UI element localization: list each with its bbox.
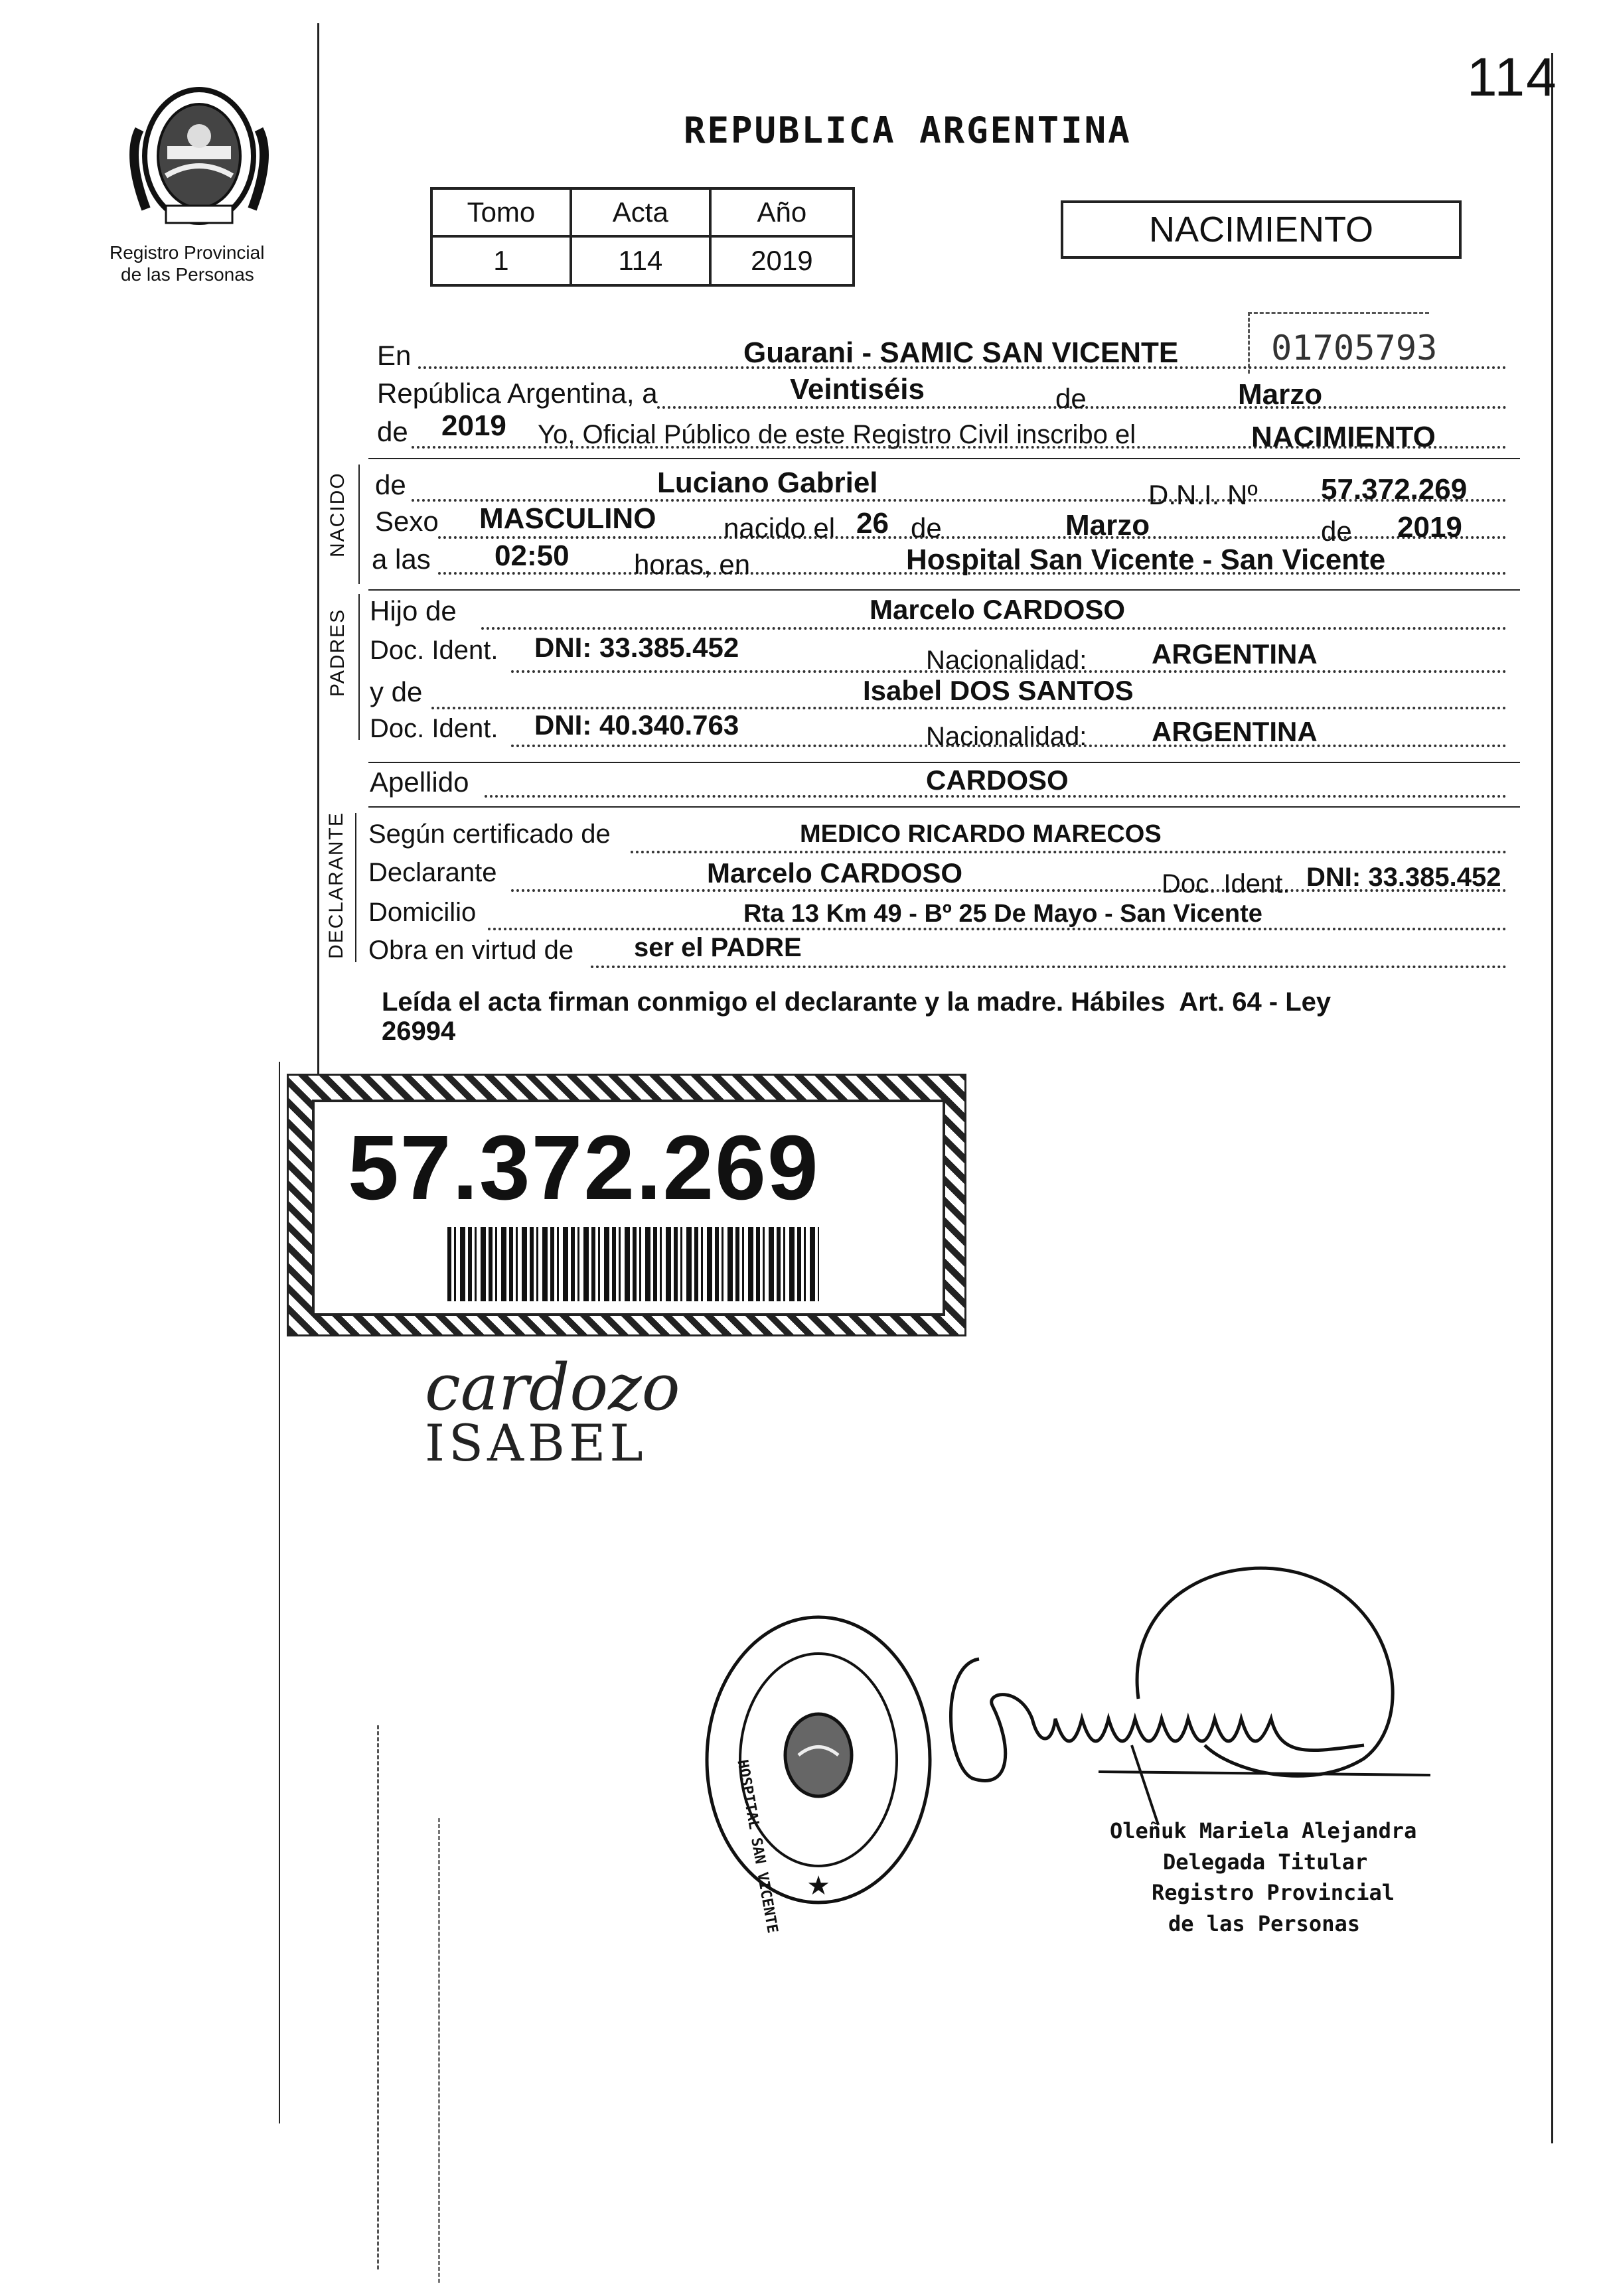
registry-name-line1: Registro Provincial: [110, 242, 265, 263]
declarante-top-rule: [368, 806, 1520, 808]
mother-doc: DNI: 40.340.763: [534, 709, 739, 741]
padres-top-rule: [368, 589, 1520, 591]
closing-law-number: 26994: [382, 1017, 456, 1046]
anio-value: 2019: [710, 236, 854, 285]
handwritten-surname: cardozo: [425, 1350, 680, 1425]
padres-side-rule: [358, 594, 360, 740]
serial-bracket: [1248, 312, 1429, 374]
nacido-de-label: de: [375, 469, 406, 500]
nacido-top-rule: [368, 458, 1520, 459]
official-name: Oleñuk Mariela Alejandra: [1110, 1818, 1417, 1843]
declarant-relation: ser el PADRE: [634, 933, 802, 962]
record-number-table: [430, 187, 855, 287]
apellido-top-rule: [368, 762, 1520, 763]
dni-label: D.N.I. Nº: [1148, 479, 1258, 510]
mother-name: Isabel DOS SANTOS: [863, 675, 1134, 706]
scan-marks-left: [377, 1725, 381, 2269]
surname: CARDOSO: [926, 764, 1069, 796]
birth-hour: 02:50: [495, 539, 570, 572]
obra-label: Obra en virtud de: [368, 936, 574, 965]
inscription-year: 2019: [441, 409, 506, 442]
dni-sticker-inner: [312, 1100, 945, 1316]
serial-number: 01705793: [1271, 328, 1438, 368]
hijo-de-label: Hijo de: [370, 595, 457, 626]
declarante-side-rule: [355, 813, 356, 962]
registry-name-line2: de las Personas: [121, 264, 254, 285]
segun-label: Según certificado de: [368, 820, 611, 849]
tomo-header: Tomo: [431, 188, 571, 236]
birth-year: 2019: [1397, 511, 1462, 543]
act-type: NACIMIENTO: [1251, 421, 1436, 453]
official-office-line1: Registro Provincial: [1152, 1880, 1395, 1905]
acta-header: Acta: [571, 188, 710, 236]
father-doc-label: Doc. Ident.: [370, 636, 498, 665]
declarante-section-label: DECLARANTE: [325, 812, 347, 959]
republica-label: República Argentina, a: [377, 378, 658, 409]
left-margin-line-lower: [279, 1062, 280, 2123]
mother-nationality: ARGENTINA: [1152, 716, 1318, 747]
nacido-de-label-2: de: [911, 512, 942, 543]
stamp-inner-text: HOSPITAL SAN VICENTE: [733, 1758, 781, 1935]
apellido-label: Apellido: [370, 766, 469, 798]
anio-header: Año: [710, 188, 854, 236]
scan-marks-left-2: [438, 1818, 442, 2283]
child-sex: MASCULINO: [479, 502, 656, 535]
svg-text:★: ★: [806, 1871, 830, 1901]
mother-nationality-label: Nacionalidad:: [926, 722, 1087, 751]
nacido-side-rule: [358, 465, 360, 584]
year-prefix-label: de: [377, 416, 408, 447]
y-de-label: y de: [370, 676, 423, 707]
father-doc: DNI: 33.385.452: [534, 632, 739, 663]
right-margin-line: [1551, 53, 1553, 2143]
inscription-day-words: Veintiséis: [790, 373, 925, 405]
birth-place-institution: Guarani - SAMIC SAN VICENTE: [743, 336, 1179, 369]
de-label-1: de: [1055, 383, 1087, 414]
nacido-el-label: nacido el: [723, 512, 836, 543]
declarant-address: Rta 13 Km 49 - Bº 25 De Mayo - San Vicente: [743, 900, 1262, 928]
declarant-doc: DNI: 33.385.452: [1306, 863, 1501, 892]
dni-sticker-number: 57.372.269: [348, 1117, 820, 1219]
father-nationality: ARGENTINA: [1152, 638, 1318, 670]
official-office-line2: de las Personas: [1168, 1911, 1360, 1936]
nacido-de-label-3: de: [1321, 516, 1352, 547]
father-name: Marcelo CARDOSO: [870, 594, 1126, 625]
father-nationality-label: Nacionalidad:: [926, 646, 1087, 675]
dni-sticker: [287, 1074, 966, 1336]
padres-line-1: [481, 627, 1507, 630]
en-label: En: [377, 340, 412, 371]
page-number: 114: [1467, 47, 1558, 108]
oficial-text: Yo, Oficial Público de este Registro Civil inscribo el: [538, 420, 1136, 449]
document-type-box: [1061, 200, 1462, 259]
domicilio-label: Domicilio: [368, 898, 477, 927]
declarante-label: Declarante: [368, 858, 497, 887]
child-dni: 57.372.269: [1321, 473, 1468, 506]
declarant-doc-label: Doc. Ident.: [1162, 869, 1290, 898]
closing-text: Leída el acta firman conmigo el declarante y la madre. Hábiles Art. 64 - Ley: [382, 987, 1332, 1017]
child-given-names: Luciano Gabriel: [657, 466, 878, 499]
inscription-month: Marzo: [1238, 378, 1323, 411]
acta-value: 114: [571, 236, 710, 285]
birth-day: 26: [856, 507, 889, 539]
certificate-by: MEDICO RICARDO MARECOS: [800, 820, 1162, 848]
left-margin-line: [317, 23, 319, 1078]
birth-month: Marzo: [1065, 509, 1150, 541]
declarante-line-4: [591, 966, 1507, 968]
mother-doc-label: Doc. Ident.: [370, 714, 498, 743]
handwritten-given-name: ISABEL: [425, 1413, 647, 1472]
declarante-line-1: [631, 851, 1507, 853]
document-type: NACIMIENTO: [1148, 210, 1374, 250]
birth-place: Hospital San Vicente - San Vicente: [906, 543, 1386, 576]
nacido-section-label: NACIDO: [327, 472, 348, 557]
sexo-label: Sexo: [375, 506, 439, 537]
padres-section-label: PADRES: [327, 608, 348, 697]
declarante-line-3: [488, 928, 1507, 930]
misiones-seal-logo: [119, 76, 279, 236]
a-las-label: a las: [372, 543, 431, 575]
official-signature: [939, 1546, 1457, 1831]
declarant-name: Marcelo CARDOSO: [707, 857, 963, 889]
horas-en-label: horas, en: [634, 549, 751, 580]
dni-barcode: [447, 1227, 819, 1301]
country-title: REPUBLICA ARGENTINA: [684, 109, 1132, 151]
official-title: Delegada Titular: [1163, 1849, 1368, 1875]
tomo-value: 1: [431, 236, 571, 285]
